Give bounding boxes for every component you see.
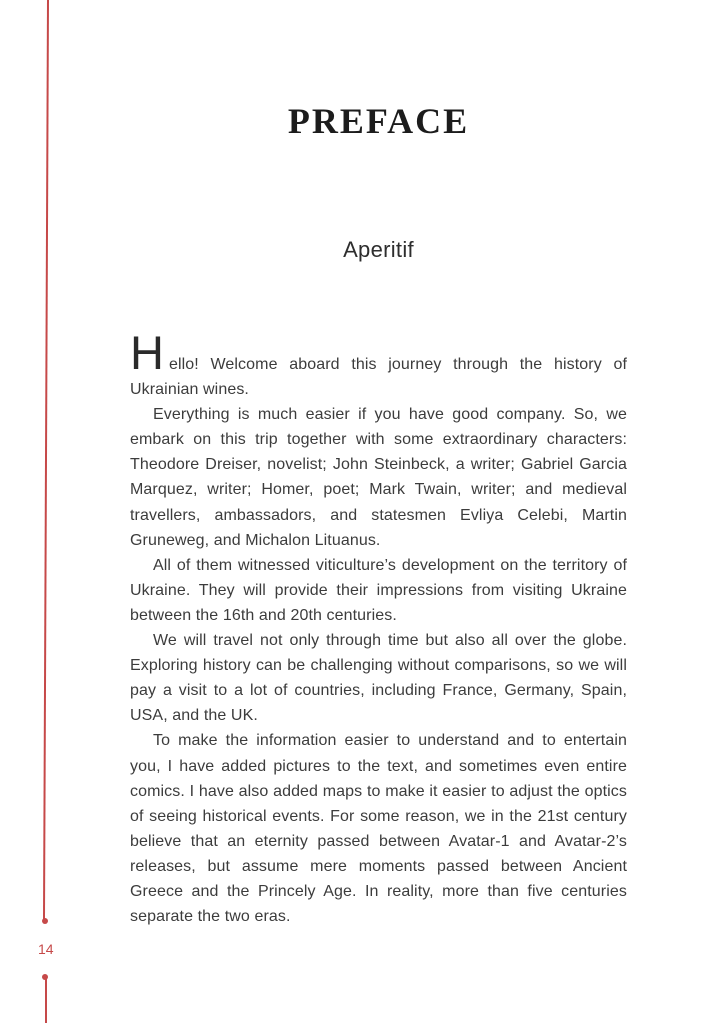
body-paragraph [130, 326, 627, 402]
paragraph-text: ello! Welcome aboard this journey through the history of Ukrainian wines. [130, 356, 627, 399]
body-paragraph: To make the information easier to understand and to entertain you, I have added pictures to the text, and sometimes even entire comics. I have also added maps to make it easier to adjust the optics of seeing historical events. For some reason, we in the 21st century believe that an eternity passed between Avatar-1 and Avatar-2’s releases, but assume mere moments passed between Ancient Greece and the Princely Age. In reality, more than five centuries separate the two eras. [130, 732, 627, 926]
body-paragraph: We will travel not only through time but also all over the globe. Exploring history can be challenging without comparisons, so we will pay a visit to a lot of countries, including France, Germany, Spain, USA, and the UK. [130, 632, 627, 725]
page-title: PREFACE [287, 101, 470, 141]
body-paragraph: Everything is much easier if you have good company. So, we embark on this trip together with some extraordinary characters: Theodore Dreiser, novelist; John Steinbeck, a writer; Gabriel Garcia Marquez, writer; Homer, poet; Mark Twain, writer; and medieval travellers, ambassadors, and statesmen Evliya Celebi, Martin Gruneweg, and Michalon Lituanus. [130, 406, 627, 549]
rule-dot-top [42, 918, 48, 924]
margin-rule-bottom [45, 979, 47, 1023]
drop-cap: H [130, 326, 164, 379]
margin-rule-top [43, 0, 49, 921]
page-number: 14 [38, 941, 54, 957]
body-text [130, 326, 627, 929]
section-subtitle: Aperitif [343, 237, 414, 262]
body-paragraph: All of them witnessed viticulture’s development on the territory of Ukraine. They will provide their impressions from visiting Ukraine between the 16th and 20th centuries. [130, 556, 627, 624]
